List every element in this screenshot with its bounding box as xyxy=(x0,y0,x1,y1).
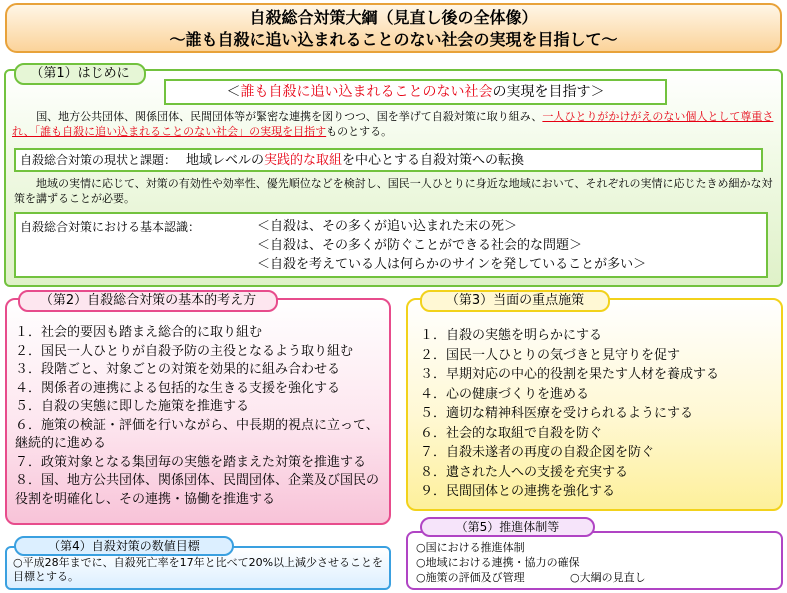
list-item: １．社会的要因も踏まえ総合的に取り組む xyxy=(15,325,263,340)
section-2-panel xyxy=(5,298,391,525)
section-3-label: （第3）当面の重点施策 xyxy=(420,290,610,312)
section-2-label: （第2）自殺総合対策の基本的考え方 xyxy=(18,290,278,312)
basic-heading: 自殺総合対策における基本認識： xyxy=(20,220,201,234)
list-item: ３．早期対応の中心的役割を果たす人材を養成する xyxy=(420,367,720,382)
status-pre-text: 地域レベルの xyxy=(186,153,265,168)
promotion-item-4: ○大綱の見直し xyxy=(570,571,646,584)
list-item: ６．施策の検証・評価を行いながら、中長期的視点に立って、継続的に進める xyxy=(15,417,379,451)
status-heading: 自殺総合対策の現状と課題： xyxy=(20,153,177,167)
list-item: ５．適切な精神科医療を受けられるようにする xyxy=(420,406,694,421)
status-post-text: を中心とする自殺対策への転換 xyxy=(342,153,525,168)
section-5-label: （第5）推進体制等 xyxy=(420,517,595,537)
basic-recognition-3: ＜自殺を考えている人は何らかのサインを発していることが多い＞ xyxy=(257,257,647,272)
numeric-target-text: ○平成28年までに、自殺死亡率を17年と比べて20%以上減少させることを目標とする。 xyxy=(13,556,384,583)
section-1-paragraph-2: 地域の実情に応じて、対策の有効性や効率性、優先順位などを検討し、国民一人ひとりに身近な地域において、それぞれの実情に応じたきめ細かな対策を講ずることが必要。 xyxy=(14,177,773,205)
list-item: ２．国民一人ひとりの気づきと見守りを促す xyxy=(420,347,681,363)
basic-recognition-box xyxy=(14,212,768,278)
section-3-list xyxy=(420,326,780,502)
list-item: ９．民間団体との連携を強化する xyxy=(420,484,616,499)
status-box xyxy=(14,148,763,172)
promotion-item-1: ○国における推進体制 xyxy=(416,541,525,554)
list-item: ５．自殺の実態に即した施策を推進する xyxy=(15,399,250,414)
banner-red-text: 誰も自殺に追い込まれることのない社会 xyxy=(240,84,493,100)
section-3-panel xyxy=(406,298,783,511)
list-item: ４．関係者の連携による包括的な生きる支援を強化する xyxy=(15,380,341,396)
section-4-label: （第4）自殺対策の数値目標 xyxy=(14,536,234,556)
basic-recognition-2: ＜自殺は、その多くが防ぐことができる社会的な問題＞ xyxy=(257,238,583,253)
status-red-text: 実践的な取組 xyxy=(264,153,343,168)
section-1-label: （第1）はじめに xyxy=(14,63,146,85)
para1-plain-text: 国、地方公共団体、関係団体、民間団体等が緊密な連携を図りつつ、国を挙げて自殺対策に取り組み、 xyxy=(36,110,543,123)
section-2-list xyxy=(15,324,387,509)
promotion-item-3: ○施策の評価及び管理 xyxy=(416,571,525,584)
para1-red-text: 一人ひとりがかけがえのない個人として尊重され、「誰も自殺に追い込まれることのない社会」の実現を目指す xyxy=(12,110,774,138)
list-item: ６．社会的な取組で自殺を防ぐ xyxy=(420,425,603,441)
section-1-banner xyxy=(164,79,667,105)
list-item: ４．心の健康づくりを進める xyxy=(420,386,590,402)
banner-rest-text: の実現を目指す＞ xyxy=(492,84,605,100)
section-5-panel xyxy=(406,531,783,590)
banner-open-bracket: ＜ xyxy=(226,84,241,100)
title-box xyxy=(5,3,782,53)
list-item: ２．国民一人ひとりが自殺予防の主役となるよう取り組む xyxy=(15,343,354,359)
section-1-paragraph-1 xyxy=(12,109,774,139)
title-line-1: 自殺総合対策大綱（見直し後の全体像） xyxy=(249,8,538,27)
list-item: ８．国、地方公共団体、関係団体、民間団体、企業及び国民の役割を明確化し、その連携・協働を推進する xyxy=(15,473,380,507)
list-item: ７．自殺未遂者の再度の自殺企図を防ぐ xyxy=(420,445,655,460)
basic-recognition-1: ＜自殺は、その多くが追い込まれた末の死＞ xyxy=(257,219,518,234)
title-line-2: ～誰も自殺に追い込まれることのない社会の実現を目指して～ xyxy=(169,30,618,49)
list-item: ３．段階ごと、対象ごとの対策を効果的に組み合わせる xyxy=(15,362,341,377)
list-item: ８．遺された人への支援を充実する xyxy=(420,464,629,480)
para1-end-text: ものとする。 xyxy=(326,125,393,138)
list-item: １．自殺の実態を明らかにする xyxy=(420,328,603,343)
promotion-item-2: ○地域における連携・協力の確保 xyxy=(416,556,580,569)
list-item: ７．政策対象となる集団毎の実態を踏まえた対策を推進する xyxy=(15,454,367,470)
